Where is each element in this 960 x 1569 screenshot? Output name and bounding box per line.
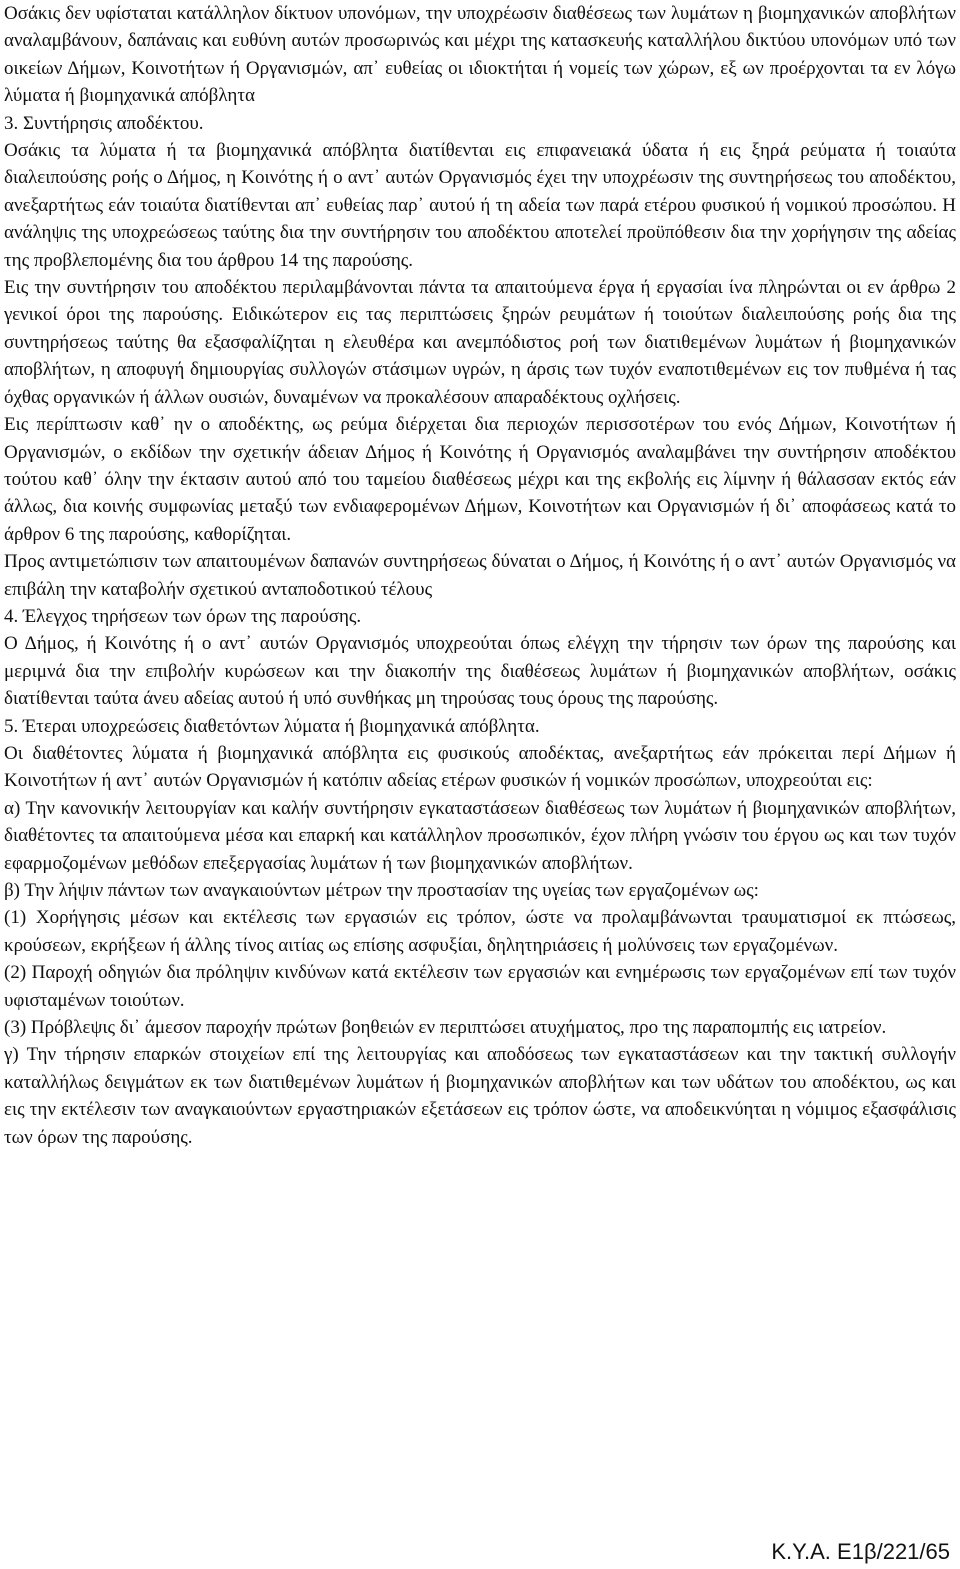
paragraph-costs (4, 548, 956, 603)
paragraph-text: Ο Δήμος, ή Κοινότης ή ο αντ᾽ αυτών Οργανισμός υποχρεούται όπως ελέγχη την τήρησιν των όρων της παρούσης και μεριμνά δια την επιβολήν κυρώσεων και την διακοπήν της διαθέσεως λυμάτων ή βιομηχανικών αποβλήτων, οσάκις διατίθενται ταύτα άνευ αδείας αυτού ή υπό συνθήκας μη τηρούσας τους όρους της παρούσης. (4, 633, 956, 710)
paragraph-intro (4, 0, 956, 110)
document-body (4, 0, 956, 1151)
list-item-text: α) Την κανονικήν λειτουργίαν και καλήν συντήρησιν εγκαταστάσεων διαθέσεως των λυμάτων ή βιομηχανικών αποβλήτων, διαθέτοντες τα απαιτούμενα μέσα και επαρκή και κατάλληλον προσωπικόν, έχον πλήρη γνώσιν του έργου ως και των τυχόν εφαρμοζομένων μεθόδων επεξεργασίας λυμάτων ή των βιομηχανικών αποβλήτων. (4, 797, 956, 874)
list-item-a (4, 795, 956, 877)
list-item-text: (3) Πρόβλεψις δι᾽ άμεσον παροχήν πρώτων βοηθειών εν περιπτώσει ατυχήματος, προ της παραπομπής εις ιατρείον. (4, 1017, 887, 1039)
list-item-text: β) Την λήψιν πάντων των αναγκαιούντων μέτρων την προστασίαν της υγείας των εργαζομένων ως: (4, 880, 759, 901)
section-heading-text: 4. Έλεγχος τηρήσεων των όρων της παρούσης. (4, 605, 362, 627)
section-heading-5 (4, 713, 956, 740)
list-item-text: (2) Παροχή οδηγιών δια πρόληψιν κινδύνων κατά εκτέλεσιν των εργασιών και ενημέρωσις των εργαζομένων επί των τυχόν υφισταμένων τοιούτων. (4, 962, 956, 1011)
paragraph-text: Εις περίπτωσιν καθ᾽ ην ο αποδέκτης, ως ρεύμα διέρχεται δια περιοχών περισσοτέρων του ενός Δήμων, Κοινοτήτων ή Οργανισμών, ο εκδίδων την σχετικήν άδειαν Δήμος ή Κοινότης ή Οργανισμός αναλαμβάνει την συντήρησιν αποδέκτου τούτου καθ᾽ όλην την έκτασιν αυτού από του ταμείου διαθέσεως μέχρι και της εκβολής εις λίμνην ή θάλασσαν εκτός εάν άλλως, δια κοινής συμφωνίας μεταξύ των ενδιαφερομένων Δήμων, Κοινοτήτων και Οργανισμών ή δι᾽ αποφάσεως κατά το άρθρον 6 της παρούσης, καθορίζηται. (4, 414, 956, 545)
section-heading-text: 5. Έτεραι υποχρεώσεις διαθετόντων λύματα ή βιομηχανικά απόβλητα. (4, 715, 540, 737)
list-item-c (4, 1041, 956, 1151)
list-item-text: (1) Χορήγησις μέσων και εκτέλεσις των εργασιών εις τρόπον, ώστε να προλαμβάνωνται τραυματισμοί εκ πτώσεως, κρούσεων, εκρήξεων ή άλλης τίνος αιτίας ως επίσης ασφυξίαι, δηλητηριάσεις ή μολύνσεις των εργαζομένων. (4, 907, 956, 956)
paragraph-text: Η ανάληψις της υποχρεώσεως ταύτης δια την συντήρησιν του αποδέκτου αποτελεί προϋπόθεσιν δια την χορήγησιν της αδείας της προβλεπομένης δια του άρθρου 14 της παρούσης. (4, 194, 956, 271)
list-item-text: γ) Την τήρησιν επαρκών στοιχείων επί της λειτουργίας και αποδόσεως των εγκαταστάσεων και την τακτική συλλογήν καταλλήλως δειγμάτων εκ των διατιθεμένων λυμάτων ή βιομηχανικών αποβλήτων και των υδάτων του αποδέκτου, ως και εις την εκτέλεσιν των αναγκαιούντων εργαστηριακών εξετάσεων εις τρόπον ώστε, να αποδεικνύηται η νόμιμος εξασφάλισις των όρων της παρούσης. (4, 1044, 956, 1148)
paragraph-text: Οσάκις δεν υφίσταται κατάλληλον δίκτυον υπονόμων, την υποχρέωσιν διαθέσεως των λυμάτων η βιομηχανικών αποβλήτων αναλαμβάνουν, δαπάναις και ευθύνη αυτών προσωρινώς και μέχρι της κατασκευής καταλλήλου δικτύου υπονόμων υπό των οικείων Δήμων, Κοινοτήτων ή Οργανισμών, απ᾽ ευθείας οι ιδιοκτήται ή νομείς των χώρων, εξ ων προέρχονται τα εν λόγω λύματα ή βιομηχανικά απόβλητα (4, 3, 956, 107)
paragraph-obligations (4, 740, 956, 795)
page-footer-reference: Κ.Υ.Α. Ε1β/221/65 (771, 1539, 950, 1564)
section-heading-text: 3. Συντήρησις αποδέκτου. (4, 112, 204, 134)
list-item-b-1 (4, 904, 956, 959)
paragraph-multiple-municipalities (4, 411, 956, 548)
paragraph-text: Εις την συντήρησιν του αποδέκτου περιλαμβάνονται πάντα τα απαιτούμενα έργα ή εργασίαι ίνα πληρώνται οι εν άρθρω 2 γενικοί όροι της παρούσης. (4, 277, 956, 326)
paragraph-maintenance-works (4, 274, 956, 411)
paragraph-text: Προς αντιμετώπισιν των απαιτουμένων δαπανών συντηρήσεως δύναται ο Δήμος, ή Κοινότης ή ο αντ᾽ αυτών Οργανισμός να επιβάλη την καταβολήν σχετικού ανταποδοτικού τέλους (4, 551, 956, 600)
paragraph-text: Ειδικώτερον εις τας περιπτώσεις ξηρών ρευμάτων ή τοιούτων διαλειπούσης ροής δια της συντηρήσεως ταύτης θα εξασφαλίζηται η ελευθέρα και ανεμπόδιστος ροή των διατιθεμένων λυμάτων ή βιομηχανικών αποβλήτων, η αποφυγή δημιουργίας συλλογών στάσιμων υγρών, η άρσις των τυχόν εναποτιθεμένων εις τον πυθμένα ή τας όχθας οργανικών ή άλλων ουσιών, δυναμένων να προκαλέσουν απαραδέκτους οχλήσεις. (4, 304, 956, 408)
list-item-b (4, 877, 956, 904)
section-heading-4 (4, 603, 956, 630)
section-heading-3 (4, 110, 956, 137)
list-item-b-3 (4, 1014, 956, 1041)
paragraph-text: Οι διαθέτοντες λύματα ή βιομηχανικά απόβλητα εις φυσικούς αποδέκτας, ανεξαρτήτως εάν πρόκειται περί Δήμων ή Κοινοτήτων ή αντ᾽ αυτών Οργανισμών ή κατόπιν αδείας ετέρων φυσικών ή νομικών προσώπων, υποχρεούται εις: (4, 742, 956, 792)
paragraph-maintenance (4, 137, 956, 274)
paragraph-text: Οσάκις τα λύματα ή τα βιομηχανικά απόβλητα διατίθενται εις επιφανειακά ύδατα ή εις ξηρά ρεύματα ή τοιαύτα διαλειπούσης ροής ο Δήμος, η Κοινότης ή ο αντ᾽ αυτών Οργανισμός έχει την υποχρέωσιν της συντηρήσεως του αποδέκτου, ανεξαρτήτως εάν τοιαύτα διατίθενται απ᾽ ευθείας παρ᾽ αυτού ή τη αδεία των παρά ετέρου φυσικού ή νομικού προσώπου. (4, 140, 956, 216)
list-item-b-2 (4, 959, 956, 1014)
paragraph-inspection (4, 630, 956, 712)
